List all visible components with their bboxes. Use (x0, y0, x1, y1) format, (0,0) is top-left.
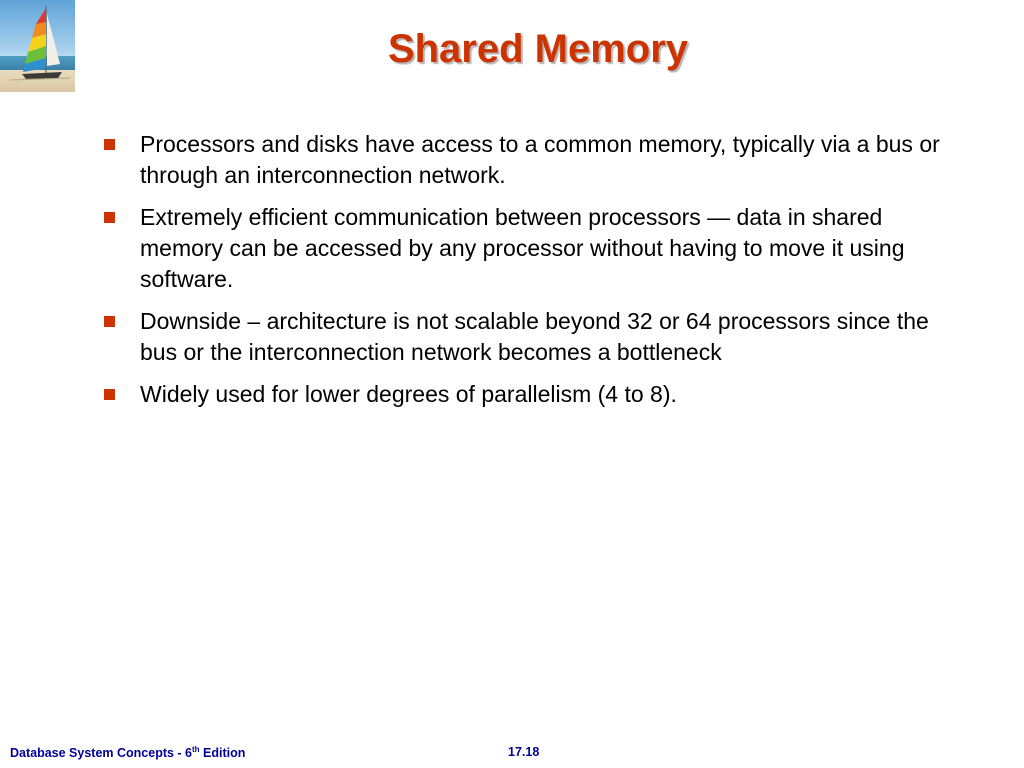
sailboat-icon (0, 0, 75, 92)
bullet-list (102, 129, 942, 421)
footer-book-title (10, 745, 245, 760)
bullet-item (102, 379, 942, 410)
square-bullet-icon (104, 212, 115, 223)
bullet-item (102, 129, 942, 191)
bullet-item (102, 306, 942, 368)
square-bullet-icon (104, 389, 115, 400)
footer-book-title-pre: Database System Concepts - 6 (10, 746, 193, 760)
bullet-text: Processors and disks have access to a common memory, typically via a bus or through an interconnection network. (140, 131, 940, 188)
bullet-text: Extremely efficient communication between processors — data in shared memory can be accessed by any processor without having to move it using software. (140, 204, 905, 292)
square-bullet-icon (104, 139, 115, 150)
bullet-item (102, 202, 942, 295)
bullet-text: Downside – architecture is not scalable beyond 32 or 64 processors since the bus or the interconnection network becomes a bottleneck (140, 308, 929, 365)
footer-book-title-post: Edition (199, 746, 246, 760)
slide-title: Shared Memory (387, 27, 689, 71)
footer-book-title-sup: th (192, 745, 200, 754)
bullet-text: Widely used for lower degrees of parallelism (4 to 8). (140, 381, 677, 407)
footer-page-number: 17.18 (508, 745, 540, 759)
square-bullet-icon (104, 316, 115, 327)
